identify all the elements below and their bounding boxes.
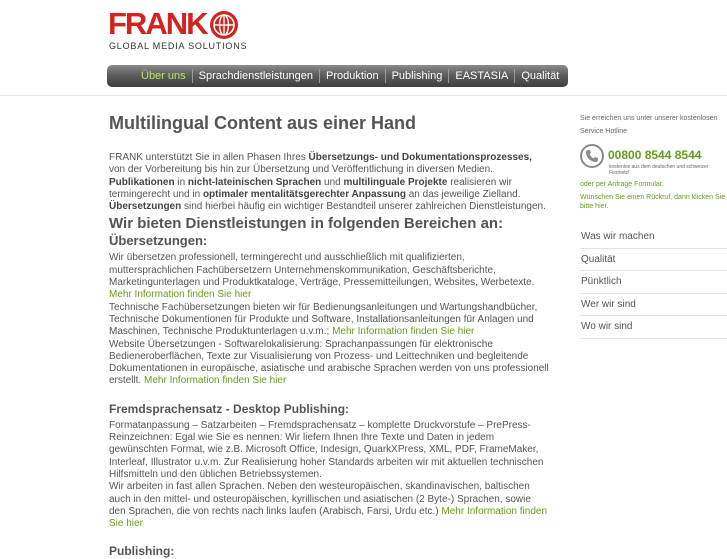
hotline-subtext: kostenlos aus dem deutschen und schweizer Festnetz! xyxy=(609,164,709,176)
more-info-link[interactable]: Mehr Information finden Sie hier xyxy=(109,505,548,530)
more-info-link[interactable]: Mehr Information finden Sie hier xyxy=(144,375,287,387)
main-content xyxy=(109,112,549,559)
nav-item-ueber-uns[interactable]: Über uns xyxy=(141,70,186,82)
sidebar-item-qualitaet[interactable]: Qualität xyxy=(580,249,727,272)
main-nav xyxy=(107,65,568,87)
hotline-note: Sie erreichen uns unter unserer kostenlosen Service Hotline xyxy=(580,115,718,135)
uebersetzungen-paragraph-2: Technische Fachübersetzungen bieten wir für Bedienungsanleitungen und Wartungshandbücher, Technische Dokumentionen für Produkte und Software, Installationsanleitungen für Anlagen und Maschinen, Technische Produktunterlagen u.v.m.; Mehr Information finden Sie hier xyxy=(109,301,538,338)
nav-item-publishing[interactable]: Publishing xyxy=(385,69,449,83)
dtp-paragraph-1: Formatanpassung – Satzarbeiten – Fremdsprachensatz – komplette Druckvorstufe – PrePress-Reinzeichnen: Egal wie Sie es nennen: Wir liefern Ihnen Ihre Texte und Daten in jedem gewünschten Format, wie z.B. Microsoft Office, Indesign, QuarkXPress, XML, PDF, FrameMaker, Interleaf, Illustrator u.v.m. Zur Realisierung hoher Standards arbeiten wir mit aktuellen technischen Hilfsmitteln und den üblichen Betriebssystemen. xyxy=(109,419,544,480)
globe-icon xyxy=(210,11,238,39)
dtp-heading: Fremdsprachensatz - Desktop Publishing: xyxy=(109,401,350,416)
sidebar-item-wo-wir-sind[interactable]: Wo wir sind xyxy=(580,316,727,339)
nav-item-sprachdienstleistungen[interactable]: Sprachdienstleistungen xyxy=(192,69,319,83)
publishing-heading: Publishing: xyxy=(109,544,175,559)
uebersetzungen-paragraph-1: Wir übersetzen professionell, termingerecht und ausschließlich mit qualifizierten, muttersprachlichen Fachübersetzern Unternehmenskommunikation, Geschäftsberichte, Marketingunterlagen und Produktkataloge, Verträge, Pressemitteilungen, Websites, Werbetexte. Mehr Information finden Sie hier xyxy=(109,252,535,301)
nav-item-eastasia[interactable]: EASTASIA xyxy=(448,69,514,83)
sidebar-item-puenktlich[interactable]: Pünktlich xyxy=(580,271,727,294)
more-info-link[interactable]: Mehr Information finden Sie hier xyxy=(332,326,475,338)
nav-item-qualitaet[interactable]: Qualität xyxy=(514,69,565,83)
more-info-link[interactable]: Mehr Information finden Sie hier xyxy=(109,289,252,301)
uebersetzungen-heading: Übersetzungen: xyxy=(109,233,208,249)
phone-icon xyxy=(580,144,604,168)
page-title: Multilingual Content aus einer Hand xyxy=(109,113,417,133)
hotline-number[interactable]: 00800 8544 8544 xyxy=(608,148,702,162)
sidebar-contact xyxy=(580,112,727,211)
logo[interactable] xyxy=(108,6,248,52)
request-form-link[interactable]: oder per Anfrage Formular. xyxy=(580,181,664,188)
hotline-block xyxy=(580,142,727,180)
dtp-paragraph-2: Wir arbeiten in fast allen Sprachen. Neben den westeuropäischen, skandinavischen, baltischen auch in den mittel- und osteuropäischen, kyrillischen und asiatischen (2 Byte-) Sprachen, sowie den Sprachen, die von rechts nach links laufen (Arabisch, Farsi, Urdu etc.) Mehr Information finden Sie hier xyxy=(109,481,548,530)
sidebar-item-wer-wir-sind[interactable]: Wer wir sind xyxy=(580,294,727,317)
services-heading: Wir bieten Dienstleistungen in folgenden Bereichen an: xyxy=(109,215,504,233)
header-divider xyxy=(0,95,727,96)
logo-tagline: GLOBAL MEDIA SOLUTIONS xyxy=(109,41,248,51)
logo-wordmark: FRANK xyxy=(108,6,207,41)
intro-paragraph: FRANK unterstützt Sie in allen Phasen Ihres Übersetzungs- und Dokumentationsprozesses, von der Vorbereitung bis hin zur Übersetzung und Veröffentlichung in diversen Medien. Publikationen in nicht-lateinischen Sprachen und multilinguale Projekte realisieren wir termingerecht und in optimaler mentalitätsgerechter Anpassung an das jeweilige Zielland. Übersetzungen sind hierbei häufig ein wichtiger Bestandteil unserer zahlreichen Dienstleistungen. xyxy=(109,152,546,213)
callback-link[interactable]: Wünschen Sie einen Rückruf, dann klicken Sie bitte hier. xyxy=(580,194,726,210)
sidebar-item-was-wir-machen[interactable]: Was wir machen xyxy=(580,226,727,249)
nav-item-produktion[interactable]: Produktion xyxy=(319,69,385,83)
uebersetzungen-paragraph-3: Website Übersetzungen - Softwarelokalisierung: Sprachanpassungen für elektronische Bedieneroberflächen, Texte zur Visualisierung von Prozess- und Leittechniken und begleitende Dokumentationen in europäische, asiatische und arabische Sprachen werden von uns professionell erstellt. Mehr Information finden Sie hier xyxy=(109,338,549,387)
sidebar-menu xyxy=(580,226,727,339)
